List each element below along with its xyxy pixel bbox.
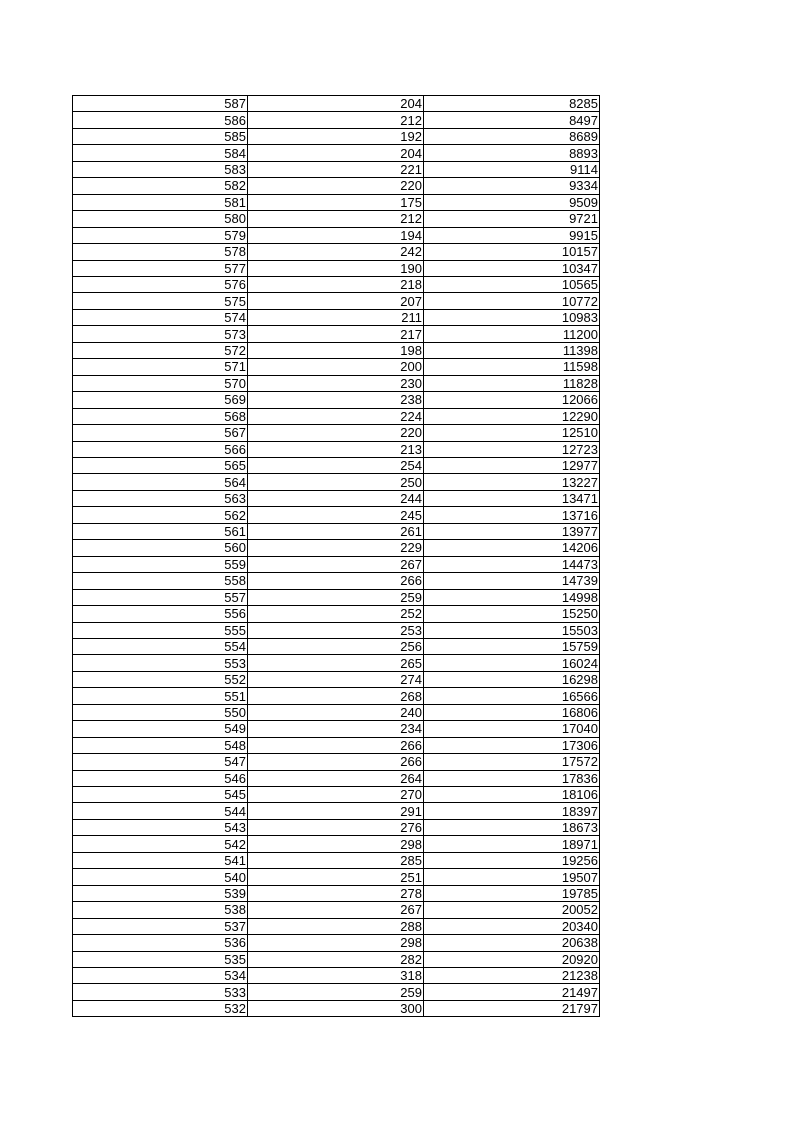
cumulative-cell: 12290 — [424, 408, 600, 424]
cumulative-cell: 13471 — [424, 490, 600, 506]
score-cell: 575 — [73, 293, 248, 309]
count-cell: 198 — [248, 342, 424, 358]
score-table-body — [73, 96, 600, 1017]
cumulative-cell: 20920 — [424, 951, 600, 967]
count-cell: 213 — [248, 441, 424, 457]
cumulative-cell: 13227 — [424, 474, 600, 490]
score-cell: 571 — [73, 359, 248, 375]
count-cell: 207 — [248, 293, 424, 309]
score-cell: 554 — [73, 638, 248, 654]
score-cell: 545 — [73, 787, 248, 803]
table-row — [73, 457, 600, 473]
count-cell: 221 — [248, 161, 424, 177]
table-row — [73, 885, 600, 901]
score-cell: 580 — [73, 211, 248, 227]
count-cell: 259 — [248, 984, 424, 1000]
score-cell: 569 — [73, 392, 248, 408]
score-cell: 550 — [73, 704, 248, 720]
score-cell: 541 — [73, 852, 248, 868]
table-row — [73, 540, 600, 556]
count-cell: 291 — [248, 803, 424, 819]
score-cell: 583 — [73, 161, 248, 177]
cumulative-cell: 20340 — [424, 918, 600, 934]
count-cell: 211 — [248, 309, 424, 325]
table-row — [73, 573, 600, 589]
count-cell: 266 — [248, 737, 424, 753]
count-cell: 318 — [248, 968, 424, 984]
table-row — [73, 1000, 600, 1016]
cumulative-cell: 15503 — [424, 622, 600, 638]
table-row — [73, 425, 600, 441]
table-row — [73, 342, 600, 358]
score-cell: 563 — [73, 490, 248, 506]
count-cell: 204 — [248, 145, 424, 161]
count-cell: 256 — [248, 638, 424, 654]
count-cell: 250 — [248, 474, 424, 490]
cumulative-cell: 18106 — [424, 787, 600, 803]
cumulative-cell: 12977 — [424, 457, 600, 473]
score-cell: 585 — [73, 128, 248, 144]
count-cell: 229 — [248, 540, 424, 556]
table-row — [73, 276, 600, 292]
score-cell: 543 — [73, 819, 248, 835]
score-cell: 566 — [73, 441, 248, 457]
score-cell: 576 — [73, 276, 248, 292]
table-row — [73, 852, 600, 868]
table-row — [73, 293, 600, 309]
count-cell: 244 — [248, 490, 424, 506]
score-cell: 577 — [73, 260, 248, 276]
score-table — [72, 95, 600, 1017]
cumulative-cell: 21797 — [424, 1000, 600, 1016]
count-cell: 212 — [248, 211, 424, 227]
count-cell: 285 — [248, 852, 424, 868]
count-cell: 251 — [248, 869, 424, 885]
count-cell: 253 — [248, 622, 424, 638]
table-row — [73, 260, 600, 276]
table-row — [73, 326, 600, 342]
score-cell: 552 — [73, 671, 248, 687]
score-cell: 537 — [73, 918, 248, 934]
table-row — [73, 375, 600, 391]
score-cell: 560 — [73, 540, 248, 556]
cumulative-cell: 20638 — [424, 935, 600, 951]
score-cell: 538 — [73, 902, 248, 918]
count-cell: 218 — [248, 276, 424, 292]
score-cell: 533 — [73, 984, 248, 1000]
cumulative-cell: 15759 — [424, 638, 600, 654]
count-cell: 270 — [248, 787, 424, 803]
count-cell: 212 — [248, 112, 424, 128]
table-row — [73, 638, 600, 654]
count-cell: 266 — [248, 754, 424, 770]
cumulative-cell: 21497 — [424, 984, 600, 1000]
score-cell: 562 — [73, 507, 248, 523]
score-cell: 570 — [73, 375, 248, 391]
score-cell: 548 — [73, 737, 248, 753]
score-cell: 544 — [73, 803, 248, 819]
table-row — [73, 392, 600, 408]
table-row — [73, 244, 600, 260]
table-row — [73, 523, 600, 539]
count-cell: 240 — [248, 704, 424, 720]
cumulative-cell: 10347 — [424, 260, 600, 276]
cumulative-cell: 8689 — [424, 128, 600, 144]
count-cell: 264 — [248, 770, 424, 786]
table-row — [73, 441, 600, 457]
count-cell: 224 — [248, 408, 424, 424]
table-row — [73, 309, 600, 325]
cumulative-cell: 17306 — [424, 737, 600, 753]
count-cell: 175 — [248, 194, 424, 210]
cumulative-cell: 9114 — [424, 161, 600, 177]
score-cell: 546 — [73, 770, 248, 786]
table-row — [73, 474, 600, 490]
count-cell: 194 — [248, 227, 424, 243]
cumulative-cell: 10983 — [424, 309, 600, 325]
cumulative-cell: 10772 — [424, 293, 600, 309]
table-row — [73, 622, 600, 638]
table-row — [73, 787, 600, 803]
table-row — [73, 161, 600, 177]
score-cell: 586 — [73, 112, 248, 128]
table-row — [73, 194, 600, 210]
table-row — [73, 606, 600, 622]
cumulative-cell: 14473 — [424, 556, 600, 572]
table-row — [73, 836, 600, 852]
count-cell: 300 — [248, 1000, 424, 1016]
score-cell: 573 — [73, 326, 248, 342]
cumulative-cell: 12510 — [424, 425, 600, 441]
cumulative-cell: 19507 — [424, 869, 600, 885]
count-cell: 217 — [248, 326, 424, 342]
cumulative-cell: 14998 — [424, 589, 600, 605]
score-cell: 558 — [73, 573, 248, 589]
cumulative-cell: 13977 — [424, 523, 600, 539]
cumulative-cell: 10157 — [424, 244, 600, 260]
table-row — [73, 935, 600, 951]
count-cell: 265 — [248, 655, 424, 671]
table-row — [73, 589, 600, 605]
score-cell: 567 — [73, 425, 248, 441]
cumulative-cell: 16566 — [424, 688, 600, 704]
table-row — [73, 490, 600, 506]
count-cell: 278 — [248, 885, 424, 901]
score-cell: 565 — [73, 457, 248, 473]
cumulative-cell: 21238 — [424, 968, 600, 984]
cumulative-cell: 14206 — [424, 540, 600, 556]
score-cell: 553 — [73, 655, 248, 671]
count-cell: 204 — [248, 96, 424, 112]
score-cell: 574 — [73, 309, 248, 325]
table-row — [73, 178, 600, 194]
count-cell: 200 — [248, 359, 424, 375]
table-row — [73, 968, 600, 984]
score-cell: 584 — [73, 145, 248, 161]
count-cell: 242 — [248, 244, 424, 260]
table-row — [73, 556, 600, 572]
count-cell: 282 — [248, 951, 424, 967]
cumulative-cell: 11828 — [424, 375, 600, 391]
table-row — [73, 408, 600, 424]
count-cell: 238 — [248, 392, 424, 408]
cumulative-cell: 12066 — [424, 392, 600, 408]
cumulative-cell: 8285 — [424, 96, 600, 112]
cumulative-cell: 9334 — [424, 178, 600, 194]
table-row — [73, 918, 600, 934]
cumulative-cell: 17040 — [424, 721, 600, 737]
score-cell: 540 — [73, 869, 248, 885]
score-cell: 549 — [73, 721, 248, 737]
table-row — [73, 803, 600, 819]
count-cell: 190 — [248, 260, 424, 276]
table-row — [73, 754, 600, 770]
count-cell: 276 — [248, 819, 424, 835]
score-cell: 535 — [73, 951, 248, 967]
count-cell: 298 — [248, 836, 424, 852]
table-row — [73, 819, 600, 835]
count-cell: 245 — [248, 507, 424, 523]
table-row — [73, 227, 600, 243]
table-row — [73, 96, 600, 112]
score-cell: 559 — [73, 556, 248, 572]
score-cell: 532 — [73, 1000, 248, 1016]
count-cell: 192 — [248, 128, 424, 144]
score-cell: 582 — [73, 178, 248, 194]
count-cell: 234 — [248, 721, 424, 737]
table-row — [73, 112, 600, 128]
table-row — [73, 770, 600, 786]
cumulative-cell: 19256 — [424, 852, 600, 868]
cumulative-cell: 9509 — [424, 194, 600, 210]
score-cell: 572 — [73, 342, 248, 358]
table-row — [73, 869, 600, 885]
table-row — [73, 671, 600, 687]
cumulative-cell: 15250 — [424, 606, 600, 622]
table-row — [73, 655, 600, 671]
count-cell: 267 — [248, 556, 424, 572]
score-cell: 564 — [73, 474, 248, 490]
table-row — [73, 721, 600, 737]
cumulative-cell: 14739 — [424, 573, 600, 589]
count-cell: 298 — [248, 935, 424, 951]
cumulative-cell: 17836 — [424, 770, 600, 786]
score-cell: 539 — [73, 885, 248, 901]
cumulative-cell: 11200 — [424, 326, 600, 342]
cumulative-cell: 8893 — [424, 145, 600, 161]
cumulative-cell: 18971 — [424, 836, 600, 852]
table-row — [73, 211, 600, 227]
score-cell: 555 — [73, 622, 248, 638]
count-cell: 267 — [248, 902, 424, 918]
cumulative-cell: 9915 — [424, 227, 600, 243]
cumulative-cell: 11598 — [424, 359, 600, 375]
score-cell: 536 — [73, 935, 248, 951]
score-cell: 568 — [73, 408, 248, 424]
count-cell: 259 — [248, 589, 424, 605]
score-cell: 561 — [73, 523, 248, 539]
table-row — [73, 737, 600, 753]
count-cell: 266 — [248, 573, 424, 589]
score-cell: 579 — [73, 227, 248, 243]
score-cell: 581 — [73, 194, 248, 210]
cumulative-cell: 9721 — [424, 211, 600, 227]
score-cell: 557 — [73, 589, 248, 605]
table-row — [73, 984, 600, 1000]
cumulative-cell: 11398 — [424, 342, 600, 358]
count-cell: 252 — [248, 606, 424, 622]
cumulative-cell: 19785 — [424, 885, 600, 901]
table-row — [73, 359, 600, 375]
cumulative-cell: 17572 — [424, 754, 600, 770]
cumulative-cell: 16298 — [424, 671, 600, 687]
score-cell: 547 — [73, 754, 248, 770]
count-cell: 268 — [248, 688, 424, 704]
count-cell: 261 — [248, 523, 424, 539]
table-row — [73, 688, 600, 704]
score-cell: 556 — [73, 606, 248, 622]
table-row — [73, 507, 600, 523]
cumulative-cell: 12723 — [424, 441, 600, 457]
cumulative-cell: 10565 — [424, 276, 600, 292]
cumulative-cell: 18397 — [424, 803, 600, 819]
count-cell: 254 — [248, 457, 424, 473]
cumulative-cell: 16024 — [424, 655, 600, 671]
score-cell: 587 — [73, 96, 248, 112]
count-cell: 220 — [248, 178, 424, 194]
score-cell: 534 — [73, 968, 248, 984]
count-cell: 230 — [248, 375, 424, 391]
cumulative-cell: 18673 — [424, 819, 600, 835]
score-cell: 542 — [73, 836, 248, 852]
cumulative-cell: 20052 — [424, 902, 600, 918]
cumulative-cell: 8497 — [424, 112, 600, 128]
score-cell: 578 — [73, 244, 248, 260]
cumulative-cell: 13716 — [424, 507, 600, 523]
table-row — [73, 145, 600, 161]
table-row — [73, 902, 600, 918]
cumulative-cell: 16806 — [424, 704, 600, 720]
score-cell: 551 — [73, 688, 248, 704]
count-cell: 274 — [248, 671, 424, 687]
table-row — [73, 128, 600, 144]
table-row — [73, 704, 600, 720]
table-row — [73, 951, 600, 967]
count-cell: 220 — [248, 425, 424, 441]
count-cell: 288 — [248, 918, 424, 934]
